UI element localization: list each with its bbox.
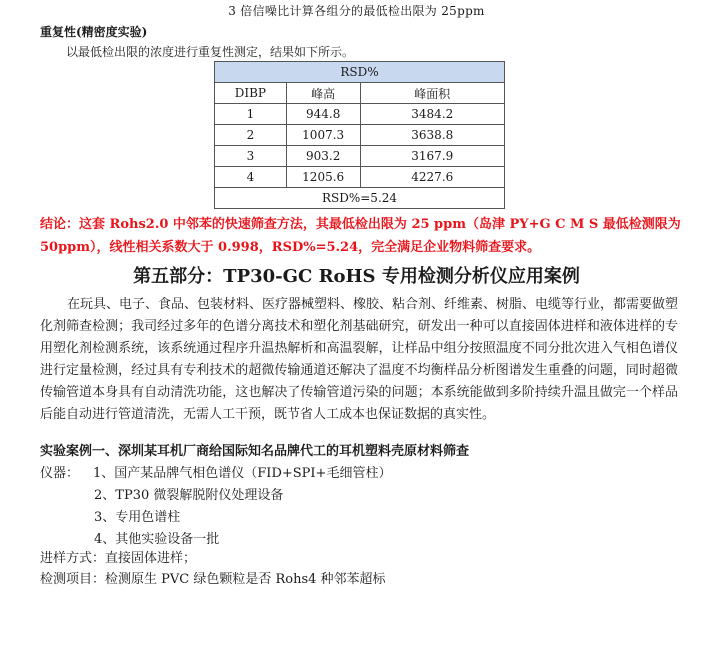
table-title: RSD% [215,62,505,83]
instrument-item: 3、专用色谱柱 [94,510,181,525]
table-footer: RSD%=5.24 [215,188,505,209]
table-cell: 3638.8 [360,125,504,146]
table-row [215,104,505,125]
table-header-row [215,83,505,104]
case-one-heading: 实验案例一、深圳某耳机厂商给国际知名品牌代工的耳机塑料壳原材料筛查 [40,444,470,459]
table-cell: 1007.3 [286,125,360,146]
table-title-row [215,62,505,83]
column-header: 峰高 [286,83,360,104]
instrument-item: 4、其他实验设备一批 [94,532,220,547]
table-cell: 1 [215,104,287,125]
repeatability-intro: 以最低检出限的浓度进行重复性测定，结果如下所示。 [66,45,355,59]
table-footer-row [215,188,505,209]
instrument-item: 2、TP30 微裂解脱附仪处理设备 [94,488,284,503]
table-cell: 944.8 [286,104,360,125]
injection-method: 进样方式：直接固体进样； [40,551,197,566]
column-header: 峰面积 [360,83,504,104]
figure-caption: 3 倍信噪比计算各组分的最低检出限为 25ppm [228,4,485,18]
application-paragraph: 在玩具、电子、食品、包装材料、医疗器械塑料、橡胶、粘合剂、纤维素、树脂、电缆等行业，都需要做塑化剂筛查检测；我司经过多年的色谱分离技术和塑化剂基础研究，研发出一种可以直接固体进样和液体进样的专用塑化剂检测系统，该系统通过程序升温热解析和高温裂解，让样品中组分按照温度不同分批次进入气相色谱仪进行定量检测，经过具有专利技术的超微传输通道还解决了温度不均衡样品分析图谱发生重叠的问题，同时超微传输管道本身具有自动清洗功能，这也解决了传输管道污染的问题；本系统能做到多阶持续升温且做完一个样品后能自动进行管道清洗，无需人工干预，既节省人工成本也保证数据的真实性。 [40,297,679,422]
instrument-item: 1、国产某品牌气相色谱仪（FID+SPI+毛细管柱） [93,466,392,481]
rsd-table [214,61,505,209]
repeatability-heading: 重复性(精密度实验) [40,25,148,39]
table-cell: 1205.6 [286,167,360,188]
table-cell: 3167.9 [360,146,504,167]
table-cell: 4227.6 [360,167,504,188]
table-row [215,167,505,188]
table-cell: 4 [215,167,287,188]
detection-item: 检测项目：检测原生 PVC 绿色颗粒是否 Rohs4 种邻苯超标 [40,572,386,587]
table-row [215,146,505,167]
table-cell: 903.2 [286,146,360,167]
table-cell: 3 [215,146,287,167]
table-cell: 3484.2 [360,104,504,125]
instruments-label: 仪器： [40,466,80,481]
column-header: DIBP [215,83,287,104]
conclusion-text: 结论：这套 Rohs2.0 中邻苯的快速筛查方法，其最低检出限为 25 ppm（岛津 PY+G C M S 最低检测限为 50ppm），线性相关系数大于 0.998，RSD%=5.24，完全满足企业物料筛查要求。 [40,217,681,255]
instrument-line-1 [40,462,391,481]
table-row [215,125,505,146]
table-cell: 2 [215,125,287,146]
part-five-title: 第五部分：TP30-GC RoHS 专用检测分析仪应用案例 [133,266,580,287]
